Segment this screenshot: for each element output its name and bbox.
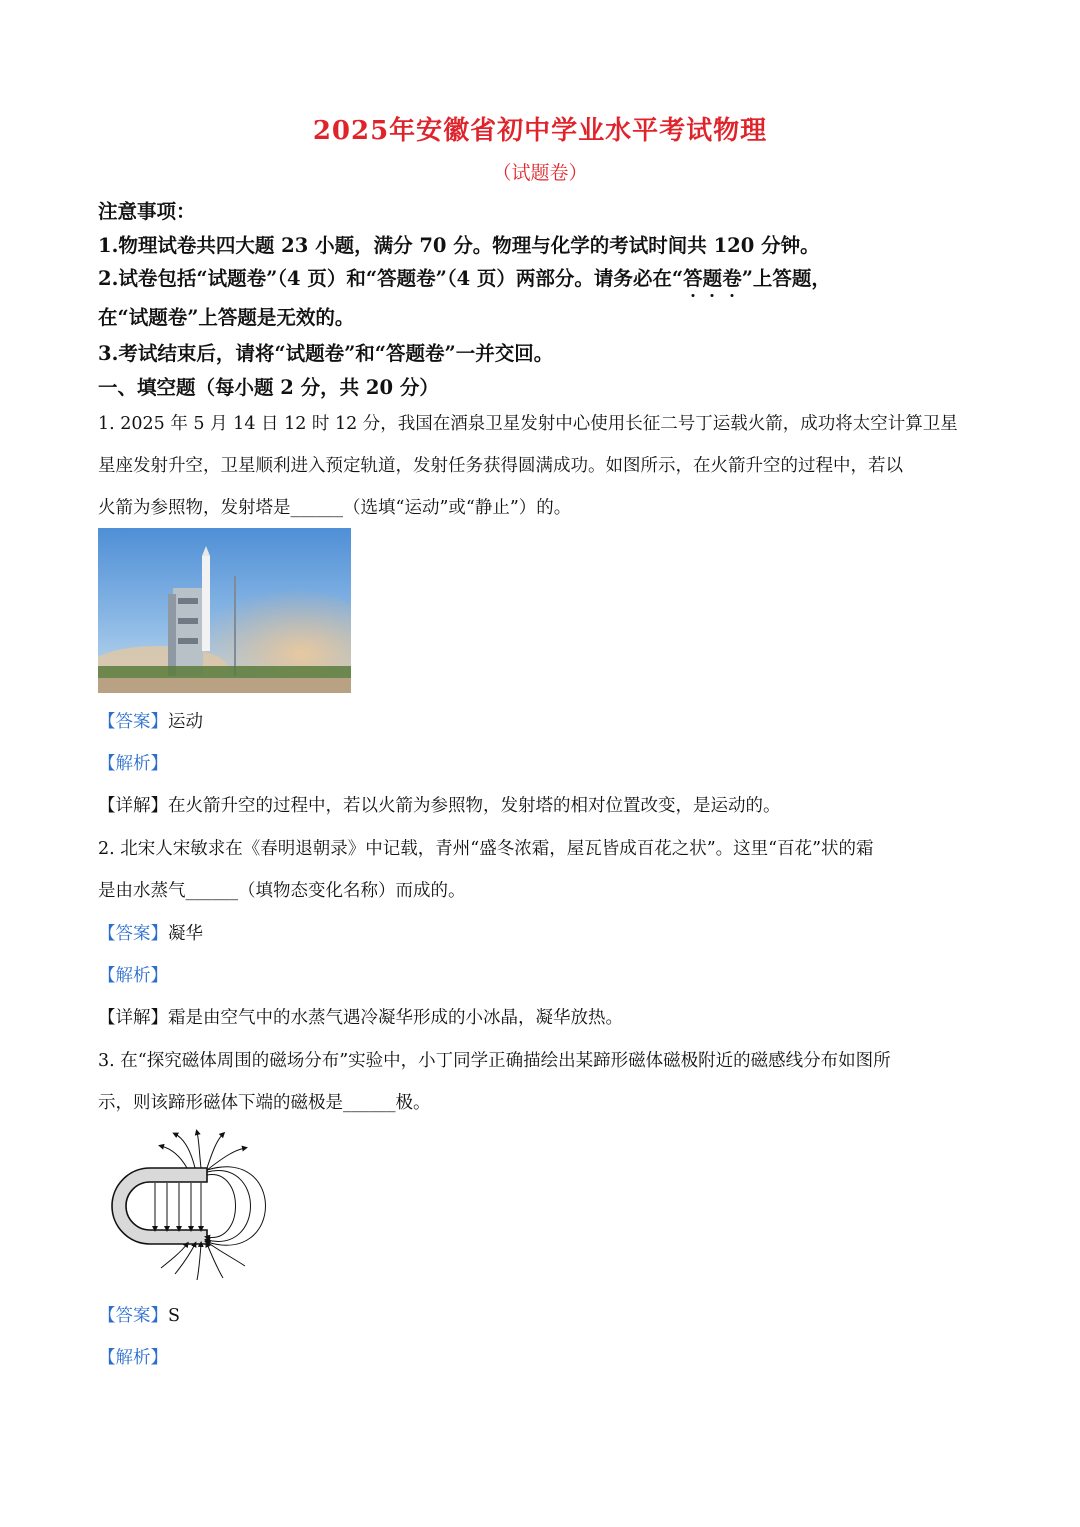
- notice-heading: 注意事项：: [98, 200, 196, 223]
- q2-detail-text: 霜是由空气中的水蒸气遇冷凝华形成的小冰晶，凝华放热。: [168, 1008, 623, 1028]
- notice-item-2-part-b: ”上答题，: [741, 267, 831, 290]
- q1-text-line-2: 星座发射升空，卫星顺利进入预定轨道，发射任务获得圆满成功。如图所示，在火箭升空的过程中，若以: [98, 456, 903, 476]
- q2-answer: [98, 920, 998, 945]
- q1-analysis: [98, 750, 998, 775]
- q2-text-line-2: 是由水蒸气______（填物态变化名称）而成的。: [98, 881, 466, 901]
- answer-label: 【答案】: [98, 924, 168, 944]
- emphasis-char: 答: [683, 263, 703, 291]
- detail-label: 【详解】: [98, 796, 168, 816]
- q2-answer-value: 凝华: [168, 924, 203, 944]
- q1-detail: [98, 792, 998, 817]
- detail-label: 【详解】: [98, 1008, 168, 1028]
- analysis-label: 【解析】: [98, 966, 168, 986]
- analysis-label: 【解析】: [98, 1348, 168, 1368]
- q2-analysis: [98, 962, 998, 987]
- section-heading: 一、填空题（每小题 2 分，共 20 分）: [98, 376, 439, 399]
- q1-answer-value: 运动: [168, 712, 203, 732]
- notice-item-1: 1.物理试卷共四大题 23 小题，满分 70 分。物理与化学的考试时间共 120 分钟。: [98, 234, 820, 257]
- notice-item-2: [98, 263, 998, 291]
- q1-text-line-1: 1. 2025 年 5 月 14 日 12 时 12 分，我国在酒泉卫星发射中心使用长征二号丁运载火箭，成功将太空计算卫星: [98, 414, 958, 434]
- notice-item-2-part-a: 2.试卷包括“试题卷”（4 页）和“答题卷”（4 页）两部分。请务必在“: [98, 267, 684, 290]
- q2-text-line-1: 2. 北宋人宋敏求在《春明退朝录》中记载，青州“盛冬浓霜，屋瓦皆成百花之状”。这里“百花”状的霜: [98, 839, 874, 859]
- answer-label: 【答案】: [98, 1306, 168, 1326]
- page-subtitle: （试题卷）: [492, 162, 588, 184]
- answer-label: 【答案】: [98, 712, 168, 732]
- q1-detail-text: 在火箭升空的过程中，若以火箭为参照物，发射塔的相对位置改变，是运动的。: [168, 796, 781, 816]
- rocket-launch-photo: [98, 528, 351, 693]
- rocket-launch-image: [98, 528, 351, 693]
- emphasis-char: 卷: [722, 263, 742, 291]
- q3-text-line-2: 示，则该蹄形磁体下端的磁极是______极。: [98, 1093, 431, 1113]
- notice-item-2-dotted: [683, 267, 742, 290]
- horseshoe-magnet-figure: [95, 1128, 290, 1283]
- notice-item-2-continued: 在“试题卷”上答题是无效的。: [98, 306, 355, 329]
- q3-answer-value: S: [168, 1306, 180, 1326]
- q3-text-line-1: 3. 在“探究磁体周围的磁场分布”实验中，小丁同学正确描绘出某蹄形磁体磁极附近的磁感线分布如图所: [98, 1051, 891, 1071]
- q1-text-line-3: 火箭为参照物，发射塔是______（选填“运动”或“静止”）的。: [98, 498, 572, 518]
- q3-answer: [98, 1302, 998, 1327]
- q1-answer: [98, 708, 998, 733]
- q3-analysis: [98, 1344, 998, 1369]
- emphasis-char: 题: [703, 263, 723, 291]
- analysis-label: 【解析】: [98, 754, 168, 774]
- notice-item-3: 3.考试结束后，请将“试题卷”和“答题卷”一并交回。: [98, 342, 554, 365]
- page-title: 2025年安徽省初中学业水平考试物理: [312, 116, 768, 146]
- q2-detail: [98, 1004, 998, 1029]
- magnet-field-diagram: [95, 1128, 290, 1283]
